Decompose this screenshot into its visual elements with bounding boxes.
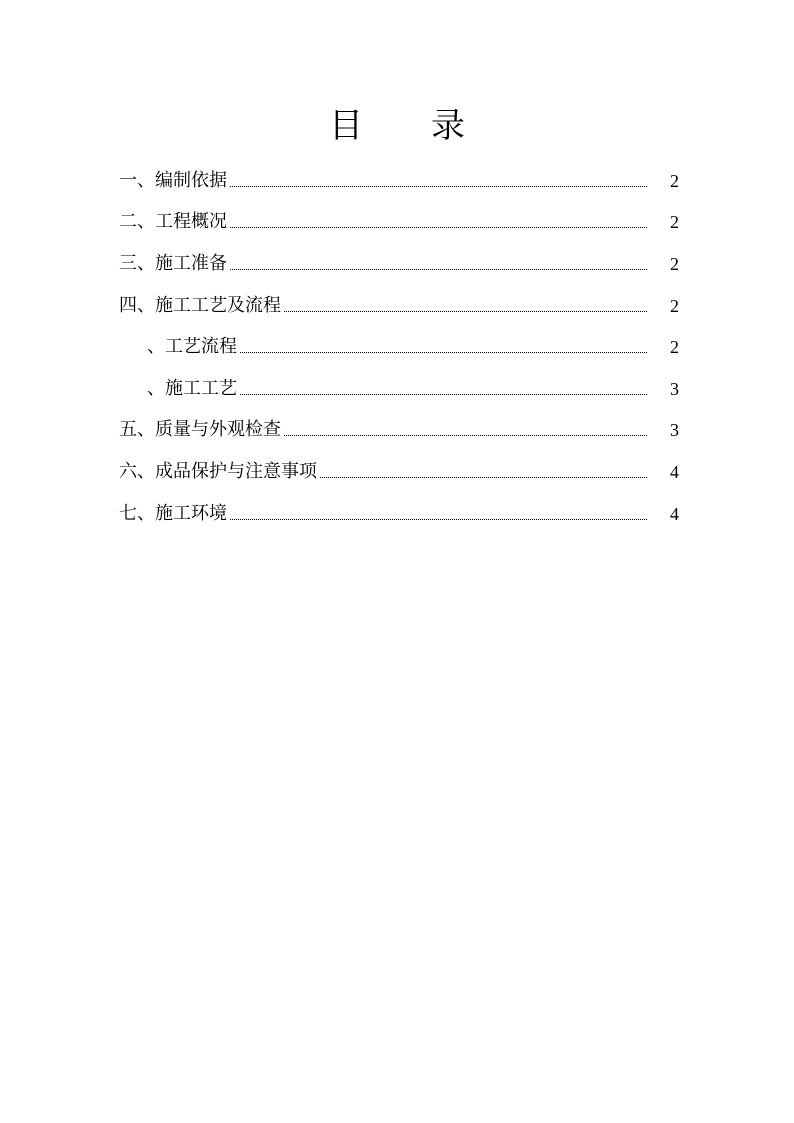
- toc-dot-leader: [320, 461, 647, 483]
- toc-entry-5[interactable]: [119, 326, 679, 368]
- toc-entry-number: 一、: [119, 169, 155, 191]
- toc-entry-number: 五、: [119, 419, 155, 441]
- toc-entry-number: 四、: [119, 294, 155, 316]
- toc-entry-number: 、: [147, 336, 165, 358]
- toc-entry-2[interactable]: [119, 202, 679, 244]
- toc-dot-leader: [284, 295, 647, 317]
- toc-entry-9[interactable]: [119, 493, 679, 535]
- toc-entry-4[interactable]: [119, 285, 679, 327]
- toc-entry-number: 六、: [119, 460, 155, 482]
- toc-entry-page: 2: [670, 212, 679, 233]
- toc-entry-number: 七、: [119, 502, 155, 524]
- toc-entry-text: 施工工艺: [165, 377, 237, 399]
- toc-entry-6[interactable]: [119, 368, 679, 410]
- toc-title: [0, 104, 794, 148]
- toc-entry-text: 工艺流程: [165, 336, 237, 358]
- toc-entry-8[interactable]: [119, 451, 679, 493]
- toc-entry-page: 2: [670, 295, 679, 316]
- toc-title-char-1: 目: [329, 106, 363, 146]
- toc-entry-text: 施工准备: [155, 252, 227, 274]
- toc-list: [119, 160, 679, 534]
- toc-entry-page: 2: [670, 337, 679, 358]
- toc-dot-leader: [284, 419, 647, 441]
- toc-dot-leader: [230, 253, 647, 275]
- toc-dot-leader: [230, 503, 647, 525]
- toc-entry-page: 3: [670, 378, 679, 399]
- toc-entry-page: 3: [670, 420, 679, 441]
- toc-entry-page: 4: [670, 461, 679, 482]
- toc-entry-number: 、: [147, 377, 165, 399]
- toc-entry-page: 2: [670, 170, 679, 191]
- toc-entry-3[interactable]: [119, 243, 679, 285]
- toc-dot-leader: [240, 336, 647, 358]
- toc-entry-page: 2: [670, 253, 679, 274]
- toc-entry-1[interactable]: [119, 160, 679, 202]
- toc-entry-7[interactable]: [119, 410, 679, 452]
- toc-dot-leader: [240, 378, 647, 400]
- toc-entry-page: 4: [670, 503, 679, 524]
- toc-entry-number: 三、: [119, 252, 155, 274]
- toc-dot-leader: [230, 211, 647, 233]
- toc-entry-number: 二、: [119, 211, 155, 233]
- toc-entry-text: 施工工艺及流程: [155, 294, 281, 316]
- toc-title-char-2: 录: [431, 106, 465, 146]
- toc-entry-text: 编制依据: [155, 169, 227, 191]
- toc-entry-text: 质量与外观检查: [155, 419, 281, 441]
- toc-dot-leader: [230, 170, 647, 192]
- toc-entry-text: 工程概况: [155, 211, 227, 233]
- toc-entry-text: 施工环境: [155, 502, 227, 524]
- toc-entry-text: 成品保护与注意事项: [155, 460, 317, 482]
